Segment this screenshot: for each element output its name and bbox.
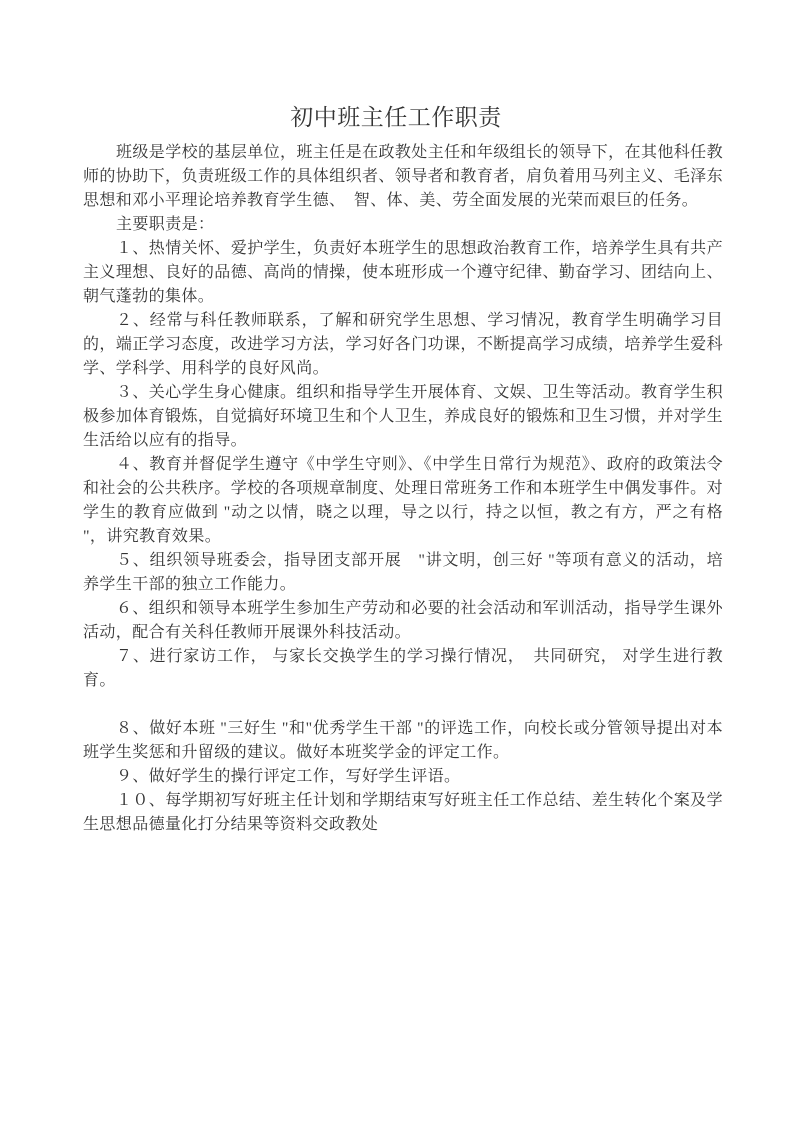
paragraph: 班级是学校的基层单位，班主任是在政教处主任和年级组长的领导下，在其他科任教师的协助下，负责班级工作的具体组织者、领导者和教育者，肩负着用马列主义、毛泽东思想和邓小平理论培养教育学生德、 智、体、美、劳全面发展的光荣而艰巨的任务。 [83, 144, 723, 209]
paragraph: ９、做好学生的操行评定工作，写好学生评语。 [116, 768, 461, 785]
paragraph: ５、组织领导班委会，指导团支部开展 "讲文明，创三好 "等项有意义的活动，培养学生干部的独立工作能力。 [83, 552, 723, 593]
paragraph: ８、做好本班 "三好生 "和"优秀学生干部 "的评选工作，向校长或分管领导提出对本班学生奖惩和升留级的建议。做好本班奖学金的评定工作。 [83, 720, 723, 761]
paragraph: ７、进行家访工作， 与家长交换学生的学习操行情况， 共同研究， 对学生进行教育。 [83, 648, 723, 689]
paragraph: 主要职责是： [116, 216, 215, 233]
document-title: 初中班主任工作职责 [290, 105, 502, 130]
paragraph: ３、关心学生身心健康。组织和指导学生开展体育、文娱、卫生等活动。教育学生积极参加体育锻炼，自觉搞好环境卫生和个人卫生，养成良好的锻炼和卫生习惯，并对学生生活给以应有的指导。 [83, 384, 723, 449]
paragraph [83, 693, 723, 717]
paragraph: ２、经常与科任教师联系，了解和研究学生思想、学习情况，教育学生明确学习目的，端正学习态度，改进学习方法，学习好各门功课，不断提高学习成绩，培养学生爱科学、学科学、用科学的良好风尚。 [83, 312, 723, 377]
paragraph: １、热情关怀、爱护学生，负责好本班学生的思想政治教育工作，培养学生具有共产主义理想、良好的品德、高尚的情操，使本班形成一个遵守纪律、勤奋学习、团结向上、朝气蓬勃的集体。 [83, 240, 723, 305]
paragraph: １０、每学期初写好班主任计划和学期结束写好班主任工作总结、差生转化个案及学生思想品德量化打分结果等资料交政教处 [83, 792, 723, 833]
paragraph: ６、组织和领导本班学生参加生产劳动和必要的社会活动和军训活动，指导学生课外活动，配合有关科任教师开展课外科技活动。 [83, 600, 723, 641]
document-body [83, 141, 723, 837]
paragraph: ４、教育并督促学生遵守《中学生守则》、《中学生日常行为规范》、政府的政策法令和社会的公共秩序。学校的各项规章制度、处理日常班务工作和本班学生中偶发事件。对学生的教育应做到 "动之以情，晓之以理，导之以行，持之以恒，教之有方，严之有格 "，讲究教育效果。 [83, 456, 723, 545]
